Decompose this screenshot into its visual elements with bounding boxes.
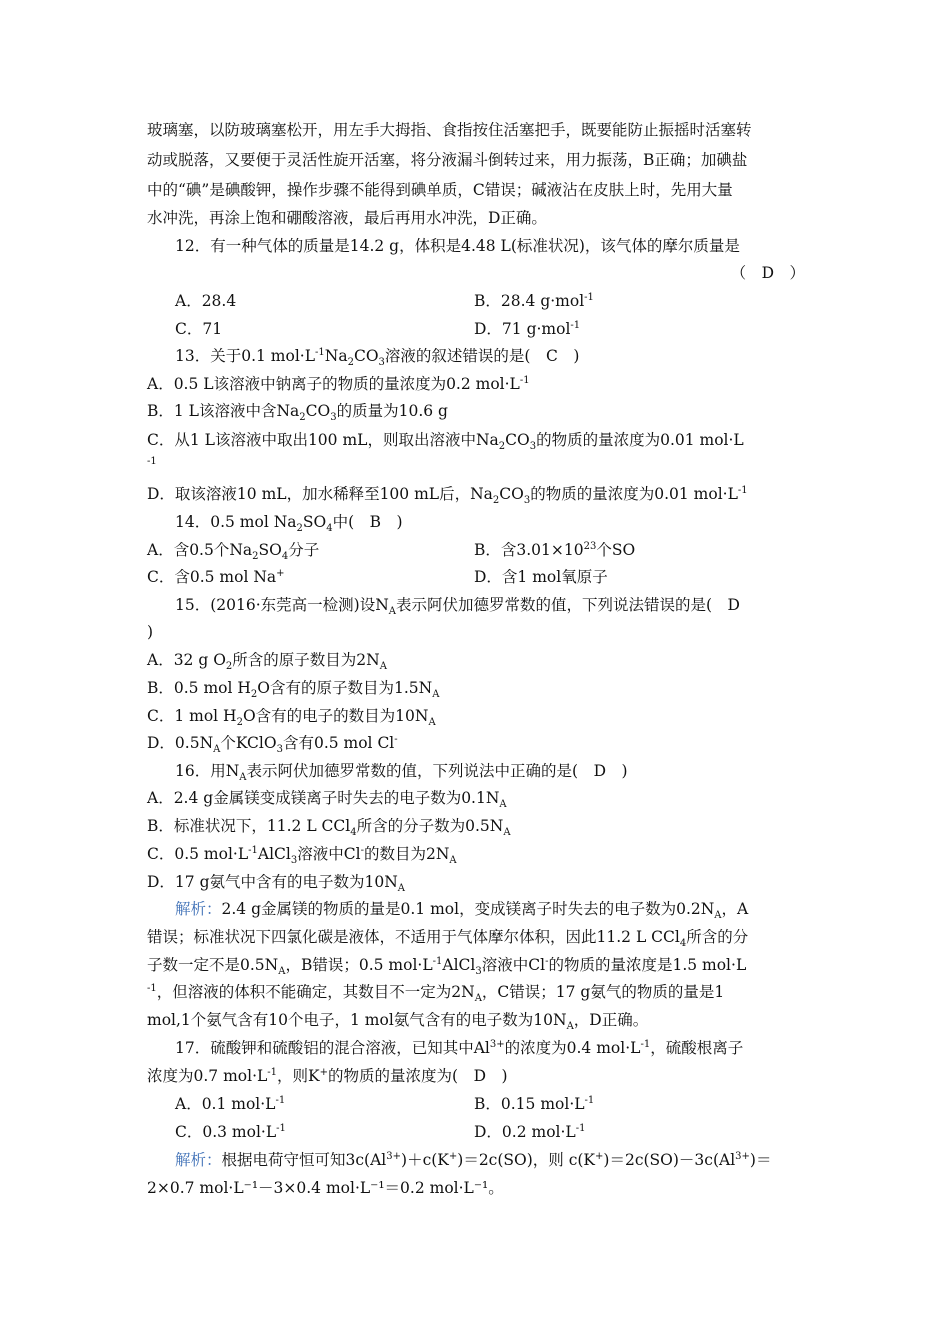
q13-option-b: B．1 L该溶液中含$Na_2CO_3$的质量为10.6 g — [147, 402, 448, 424]
q17-explanation-line-1: 解析：根据电荷守恒可知$3c(Al^{3+})+c(K^+)=2c(SO)$，则 $c(K^+)=2c(SO)-3c(Al^{3+})=$ — [175, 1150, 772, 1169]
q13-option-c: C．从1 L该溶液中取出100 mL，则取出溶液中$Na_2CO_3$的物质的量浓度为0.01 mol·L — [147, 431, 744, 453]
q13-option-c-continuation: -1 — [147, 456, 157, 467]
q17-explanation-line-2: 2×0.7 mol·L⁻¹－3×0.4 mol·L⁻¹＝0.2 mol·L⁻¹。 — [147, 1179, 504, 1197]
q16-explanation-line-1: 解析：2.4 g金属镁的物质的量是0.1 mol，变成镁离子时失去的电子数为$0.2N_A$，A — [175, 900, 749, 922]
q14-option-b: B．含$3.01\times 10^{23}$个SO — [474, 540, 636, 559]
q16-explanation-line-2: 错误；标准状况下四氯化碳是液体，不适用于气体摩尔体积，因此11.2 L CCl$_4$所含的分 — [147, 928, 749, 950]
q13-option-d: D．取该溶液10 mL，加水稀释至100 mL后，$Na_2CO_3$的物质的量浓度为0.01 $mol\cdot L^{-1}$ — [147, 484, 748, 507]
q16-explanation-line-4: $^{-1}$，但溶液的体积不能确定，其数目不一定为$2N_A$，C错误；17 g氨气的物质的量是1 — [147, 982, 725, 1005]
q16-explanation-label: 解析： — [175, 900, 222, 918]
q14-option-d: D．含1 mol氧原子 — [474, 568, 608, 586]
q15-option-a: A．32 g $O_2$所含的原子数目为$2N_A$ — [147, 651, 387, 673]
q17-stem-line-1: 17．硫酸钾和硫酸铝的混合溶液，已知其中$Al^{3+}$的浓度为0.4 $mol\cdot L^{-1}$，硫酸根离子 — [175, 1038, 744, 1057]
intro-line-2: 动或脱落，又要便于灵活性旋开活塞，将分液漏斗倒转过来，用力振荡，B正确；加碘盐 — [147, 151, 748, 169]
q14-stem: 14．0.5 mol $Na_2SO_4$中( B ) — [175, 513, 403, 535]
q16-stem: 16．用$N_A$表示阿伏加德罗常数的值，下列说法中正确的是( D ) — [175, 762, 628, 784]
q15-stem-continuation: ) — [147, 623, 154, 641]
q16-option-b: B．标准状况下，11.2 L CCl$_4$所含的分子数为$0.5N_A$ — [147, 817, 511, 839]
q14-option-c: C．含0.5 mol Na+ — [147, 567, 285, 586]
q16-option-a: A．2.4 g金属镁变成镁离子时失去的电子数为$0.1N_A$ — [147, 789, 507, 811]
q17-explanation-label: 解析： — [175, 1151, 222, 1169]
q16-option-d: D．17 g氨气中含有的电子数为$10N_A$ — [147, 873, 406, 895]
q12-stem: 12．有一种气体的质量是14.2 g，体积是4.48 L(标准状况)，该气体的摩尔质量是 — [175, 237, 740, 255]
q12-answer: （ D ） — [730, 264, 805, 282]
q15-stem: 15．(2016·东莞高一检测)设$N_A$表示阿伏加德罗常数的值，下列说法错误的是( D — [175, 596, 740, 618]
q13-option-a: A．0.5 L该溶液中钠离子的物质的量浓度为0.2 $mol\cdot L^{-1}$ — [147, 374, 530, 393]
intro-line-4: 水冲洗，再涂上饱和硼酸溶液，最后再用水冲洗，D正确。 — [147, 209, 547, 227]
q14-option-a: A．含0.5个$Na_2SO_4$分子 — [147, 541, 320, 563]
q17-option-c: C．0.3 $mol\cdot L^{-1}$ — [175, 1122, 286, 1141]
q13-stem: 13．关于0.1 $mol\cdot L^{-1}Na_2CO_3$溶液的叙述错误的是( C ) — [175, 346, 580, 369]
q16-option-c: C．0.5 $mol\cdot L^{-1}AlCl_3$溶液中Cl-的数目为$2N_A$ — [147, 844, 457, 867]
q12-option-d: D．71 g·mol$^{-1}$ — [474, 319, 581, 338]
q12-option-a: A．28.4 — [175, 292, 237, 310]
intro-line-3: 中的“碘”是碘酸钾，操作步骤不能得到碘单质，C错误；碱液沾在皮肤上时，先用大量 — [147, 181, 733, 199]
q17-option-a: A．0.1 $mol\cdot L^{-1}$ — [175, 1094, 286, 1113]
q17-option-d: D．0.2 $mol\cdot L^{-1}$ — [474, 1122, 586, 1141]
q17-option-b: B．0.15 $mol\cdot L^{-1}$ — [474, 1094, 595, 1113]
q12-option-c: C．71 — [175, 320, 223, 338]
q17-stem-line-2: 浓度为0.7 $mol\cdot L^{-1}$，则K+的物质的量浓度为( D ) — [147, 1066, 508, 1085]
q16-explanation-line-3: 子数一定不是$0.5N_A$，B错误；0.5 $mol\cdot L^{-1}AlCl_3$溶液中Cl-的物质的量浓度是1.5 mol·L — [147, 955, 747, 978]
q16-explanation-line-5: mol,1个氨气含有10个电子，1 mol氨气含有的电子数为$10N_A$，D正确。 — [147, 1011, 649, 1033]
q15-option-c: C．1 mol $H_2O$含有的电子的数目为$10N_A$ — [147, 707, 436, 729]
intro-line-1: 玻璃塞，以防玻璃塞松开，用左手大拇指、食指按住活塞把手，既要能防止振摇时活塞转 — [147, 121, 752, 139]
q15-option-b: B．0.5 mol $H_2O$含有的原子数目为$1.5N_A$ — [147, 679, 440, 701]
q12-option-b: B．28.4 g·mol$^{-1}$ — [474, 291, 594, 310]
q15-option-d: D．$0.5N_A$个KClO$_3$含有0.5 mol Cl- — [147, 733, 398, 756]
